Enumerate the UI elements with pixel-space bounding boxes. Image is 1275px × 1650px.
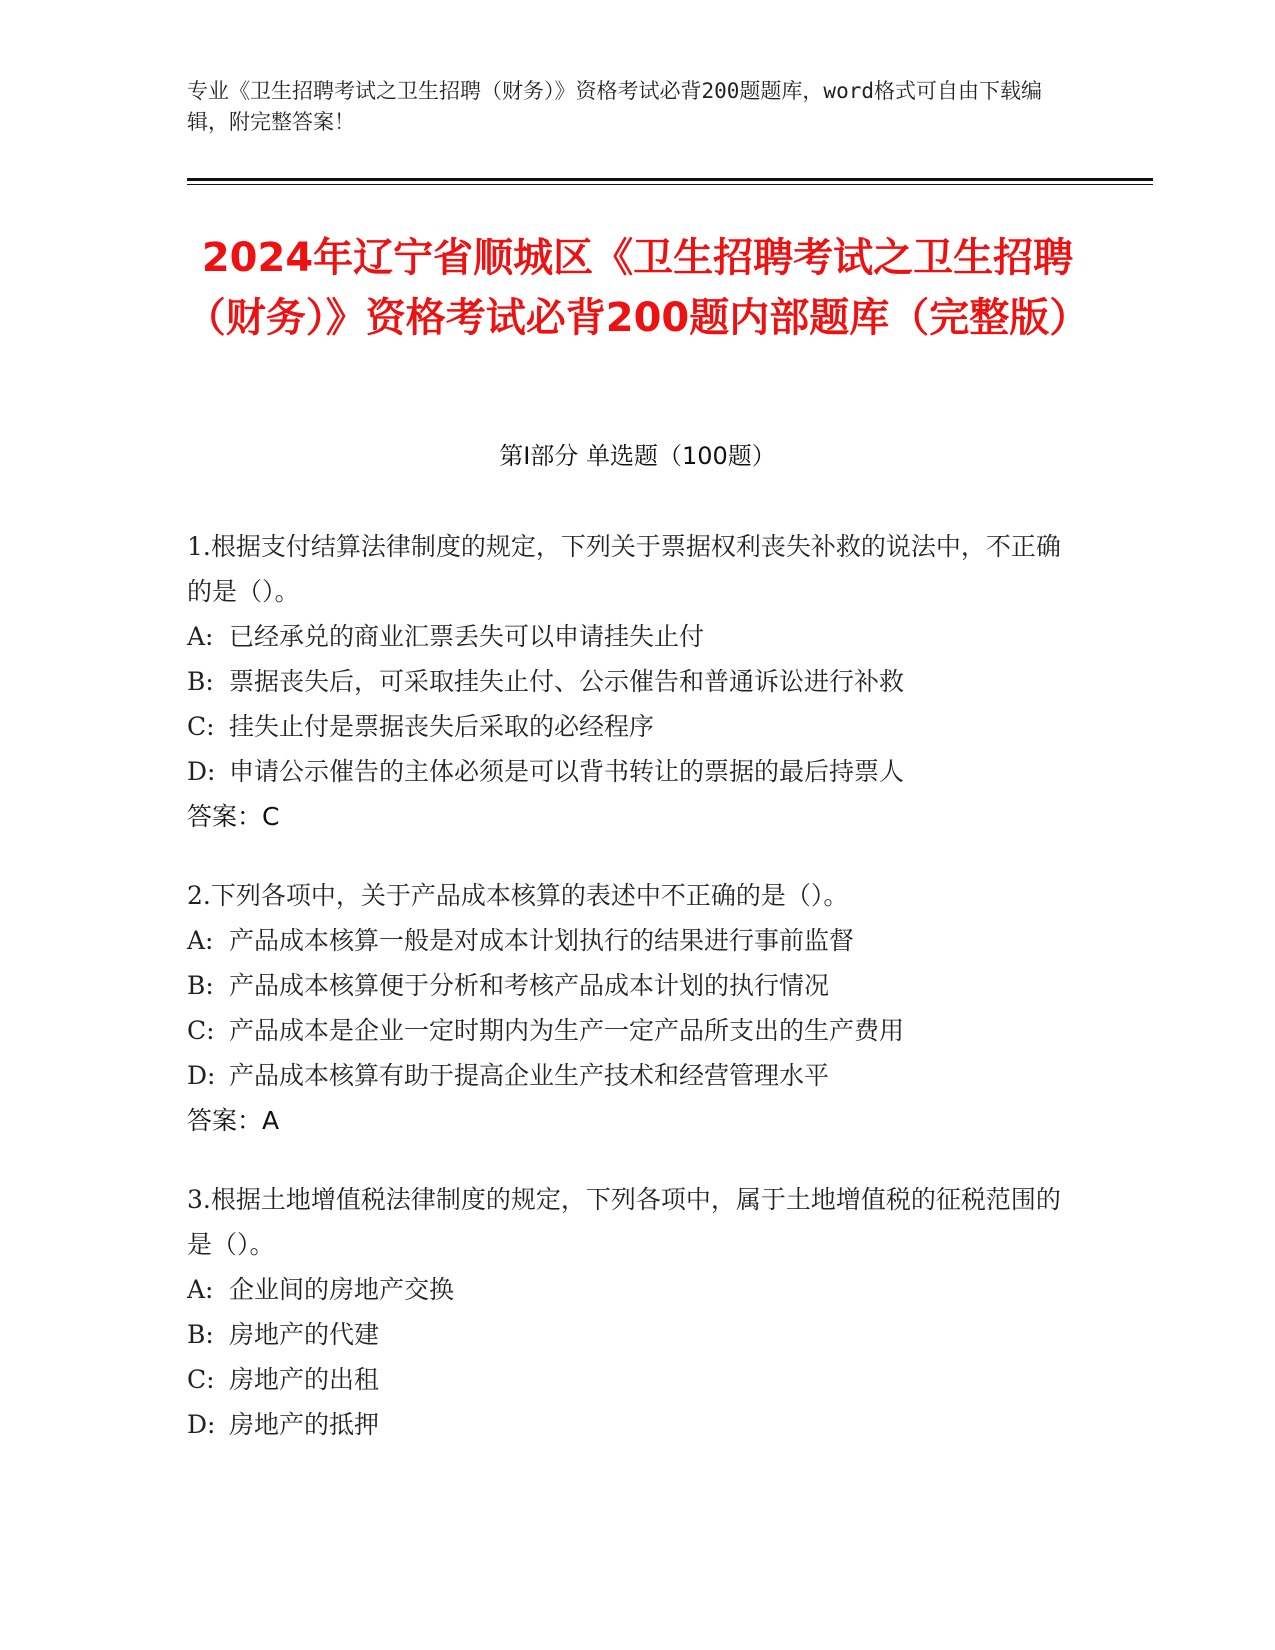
option-d	[187, 1053, 1067, 1098]
header-note: 专业《卫生招聘考试之卫生招聘（财务）》资格考试必背200题题库，word格式可自由下载编辑，附完整答案！	[187, 79, 1042, 134]
option-text: 产品成本核算有助于提高企业生产技术和经营管理水平	[229, 1061, 830, 1090]
option-a	[187, 918, 1067, 963]
option-c	[187, 1357, 1067, 1402]
option-text: 产品成本核算便于分析和考核产品成本计划的执行情况	[229, 971, 830, 1000]
option-letter: D:	[187, 1410, 216, 1439]
option-a	[187, 614, 1067, 659]
option-letter: B:	[187, 667, 214, 696]
option-d	[187, 1402, 1067, 1447]
option-letter: C:	[187, 1016, 215, 1045]
option-c	[187, 1008, 1067, 1053]
option-letter: A:	[187, 926, 214, 955]
option-text: 产品成本核算一般是对成本计划执行的结果进行事前监督	[229, 926, 855, 955]
option-d	[187, 749, 1067, 794]
option-letter: A:	[187, 622, 214, 651]
option-letter: B:	[187, 971, 214, 1000]
option-b	[187, 659, 1067, 704]
option-b	[187, 963, 1067, 1008]
option-letter: C:	[187, 1365, 215, 1394]
question-stem: 1.根据支付结算法律制度的规定，下列关于票据权利丧失补救的说法中，不正确的是（）。	[187, 532, 1061, 606]
option-text: 已经承兑的商业汇票丢失可以申请挂失止付	[229, 622, 705, 651]
option-text: 房地产的抵押	[229, 1410, 380, 1439]
section-heading: 第I部分 单选题（100题）	[499, 442, 776, 470]
question-block	[187, 524, 1067, 839]
option-b	[187, 1312, 1067, 1357]
option-a	[187, 1267, 1067, 1312]
document-title: 2024年辽宁省顺城区《卫生招聘考试之卫生招聘（财务）》资格考试必背200题内部题库（完整版）	[185, 235, 1090, 341]
question-block	[187, 1177, 1067, 1447]
question-stem: 3.根据土地增值税法律制度的规定，下列各项中，属于土地增值税的征税范围的是（）。	[187, 1185, 1061, 1259]
question-stem: 2.下列各项中，关于产品成本核算的表述中不正确的是（）。	[187, 881, 849, 910]
option-letter: D:	[187, 757, 216, 786]
option-text: 产品成本是企业一定时期内为生产一定产品所支出的生产费用	[229, 1016, 905, 1045]
answer-line: 答案：C	[187, 802, 280, 831]
header-divider-thick	[187, 178, 1153, 181]
option-letter: A:	[187, 1275, 214, 1304]
option-letter: B:	[187, 1320, 214, 1349]
option-c	[187, 704, 1067, 749]
answer-line: 答案：A	[187, 1106, 280, 1135]
header-divider-thin	[187, 184, 1153, 185]
option-text: 挂失止付是票据丧失后采取的必经程序	[229, 712, 655, 741]
option-text: 房地产的出租	[229, 1365, 380, 1394]
option-text: 房地产的代建	[229, 1320, 380, 1349]
question-block	[187, 873, 1067, 1143]
option-text: 企业间的房地产交换	[229, 1275, 455, 1304]
option-text: 申请公示催告的主体必须是可以背书转让的票据的最后持票人	[229, 757, 905, 786]
option-text: 票据丧失后，可采取挂失止付、公示催告和普通诉讼进行补救	[229, 667, 905, 696]
option-letter: C:	[187, 712, 215, 741]
option-letter: D:	[187, 1061, 216, 1090]
